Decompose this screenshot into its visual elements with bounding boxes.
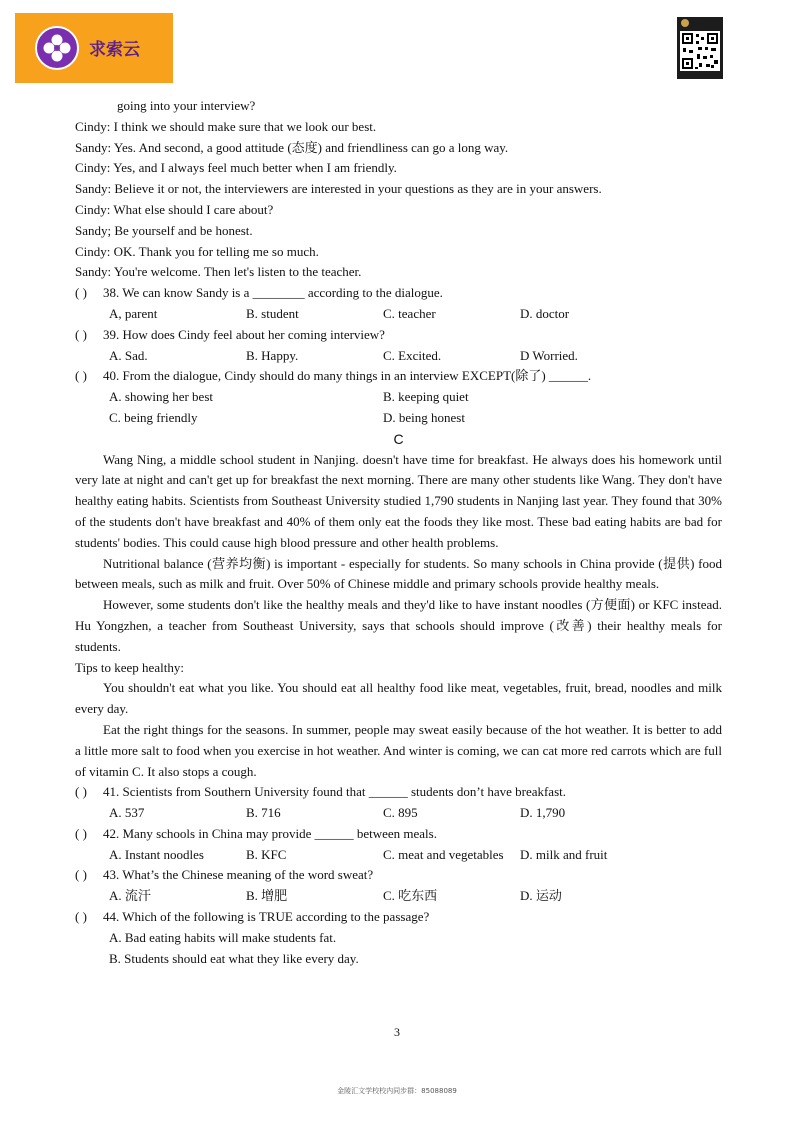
options-40-row2 [75, 408, 722, 429]
question-43 [75, 865, 722, 886]
section-c-heading: C [393, 430, 404, 447]
answer-blank: ( ) [75, 285, 87, 301]
option: C. Excited. [383, 347, 442, 363]
options-41 [75, 803, 722, 824]
options-38 [75, 304, 722, 325]
question-41 [75, 782, 722, 803]
options-43 [75, 886, 722, 907]
option: C. 895 [383, 805, 418, 821]
dialogue-line: going into your interview? [117, 98, 256, 113]
passage-paragraph: Nutritional balance (营养均衡) is important - especially for students. So many schools in China provide (提供) food between meals, such as milk and fruit. Over 50% of Chinese middle and primary schools provide healthy meals. [75, 555, 722, 592]
qr-code-icon [677, 17, 723, 79]
question-text: 40. From the dialogue, Cindy should do many things in an interview EXCEPT(除了) ______. [103, 368, 592, 384]
tip-paragraph: You shouldn't eat what you like. You should eat all healthy food like meat, vegetables, fruit, bread, noodles and milk every day. [75, 680, 722, 717]
option: B. keeping quiet [383, 389, 469, 405]
option: C. teacher [383, 305, 436, 321]
passage-paragraph: However, some students don't like the healthy meals and they'd like to have instant noodles (方便面) or KFC instead. Hu Yongzhen, a teacher from Southeast University, says that schools should improve (改善) their healthy meals for students. [75, 597, 722, 654]
option: B. Happy. [246, 347, 299, 363]
dialogue-line: Cindy: OK. Thank you for telling me so much. [75, 243, 319, 259]
question-42 [75, 824, 722, 845]
answer-blank: ( ) [75, 909, 87, 925]
logo-text: 求索云 [89, 40, 140, 60]
option: A. 537 [109, 805, 145, 821]
page-number: 3 [394, 1025, 400, 1039]
option: A, parent [109, 305, 158, 321]
question-44 [75, 907, 722, 928]
option: B. 716 [246, 805, 281, 821]
option: B. student [246, 305, 299, 321]
clover-icon [35, 26, 79, 70]
options-40 [75, 387, 722, 408]
question-text: 43. What’s the Chinese meaning of the word sweat? [103, 867, 374, 883]
answer-blank: ( ) [75, 825, 87, 841]
dialogue-line: Cindy: Yes, and I always feel much better when I am friendly. [75, 160, 397, 176]
option: B. KFC [246, 846, 287, 862]
option: A. Instant noodles [109, 846, 204, 862]
option: D. 运动 [520, 888, 562, 904]
brand-logo [15, 13, 173, 83]
question-39 [75, 325, 722, 346]
dialogue-line: Sandy: You're welcome. Then let's listen to the teacher. [75, 264, 362, 280]
dialogue-line: Cindy: I think we should make sure that we look our best. [75, 118, 377, 134]
answer-blank: ( ) [75, 326, 87, 342]
question-text: 44. Which of the following is TRUE according to the passage? [103, 909, 430, 925]
option: A. Bad eating habits will make students fat. [109, 929, 337, 945]
option: D. being honest [383, 409, 465, 425]
option: A. Sad. [109, 347, 148, 363]
dialogue-line: Sandy; Be yourself and be honest. [75, 222, 253, 238]
question-38 [75, 283, 722, 304]
option: B. Students should eat what they like every day. [109, 950, 359, 966]
tip-paragraph: Eat the right things for the seasons. In summer, people may sweat easily because of the hot weather. It is better to add a little more salt to food when you exercise in hot weather. And winter is coming, we can cat more red carrots which are full of vitamin C. It also stops a cough. [75, 721, 722, 779]
option: A. 流汗 [109, 888, 151, 904]
option: D. milk and fruit [520, 846, 608, 862]
option: B. 增肥 [246, 888, 288, 904]
option: D. 1,790 [520, 805, 566, 821]
question-text: 39. How does Cindy feel about her coming interview? [103, 326, 385, 342]
passage-paragraph: Wang Ning, a middle school student in Nanjing. doesn't have time for breakfast. He always does his homework until very late at night and can't get up for breakfast the next morning. There are many other students like Wang. They don't have healthy eating habits. Scientists from Southeast University studied 1,790 students in Nanjing last year. They found that 30% of the students don't have breakfast and 40% of them only eat the foods they like most. These bad eating habits are bad for students' bodies. This could cause high blood pressure and other health problems. [75, 451, 722, 550]
answer-blank: ( ) [75, 784, 87, 800]
options-39 [75, 346, 722, 367]
question-text: 41. Scientists from Southern University found that ______ students don’t have breakfast. [103, 784, 566, 800]
option: C. 吃东西 [383, 888, 438, 904]
tips-title: Tips to keep healthy: [75, 659, 184, 675]
answer-blank: ( ) [75, 867, 87, 883]
document-body [75, 96, 722, 969]
question-text: 38. We can know Sandy is a ________ according to the dialogue. [103, 285, 443, 301]
answer-blank: ( ) [75, 368, 87, 384]
question-40 [75, 366, 722, 387]
dialogue-line: Sandy: Yes. And second, a good attitude (态度) and friendliness can go a long way. [75, 139, 509, 155]
option: A. showing her best [109, 389, 213, 405]
option: D Worried. [520, 347, 578, 363]
option: C. meat and vegetables [383, 846, 504, 862]
options-42 [75, 845, 722, 866]
option: D. doctor [520, 305, 570, 321]
dialogue-line: Cindy: What else should I care about? [75, 201, 274, 217]
question-text: 42. Many schools in China may provide ______ between meals. [103, 825, 437, 841]
option: C. being friendly [109, 409, 198, 425]
dialogue-line: Sandy: Believe it or not, the interviewers are interested in your questions as they are in your answers. [75, 181, 602, 197]
footer-note: 金陵汇文学校校内同步群：85088089 [337, 1087, 457, 1095]
